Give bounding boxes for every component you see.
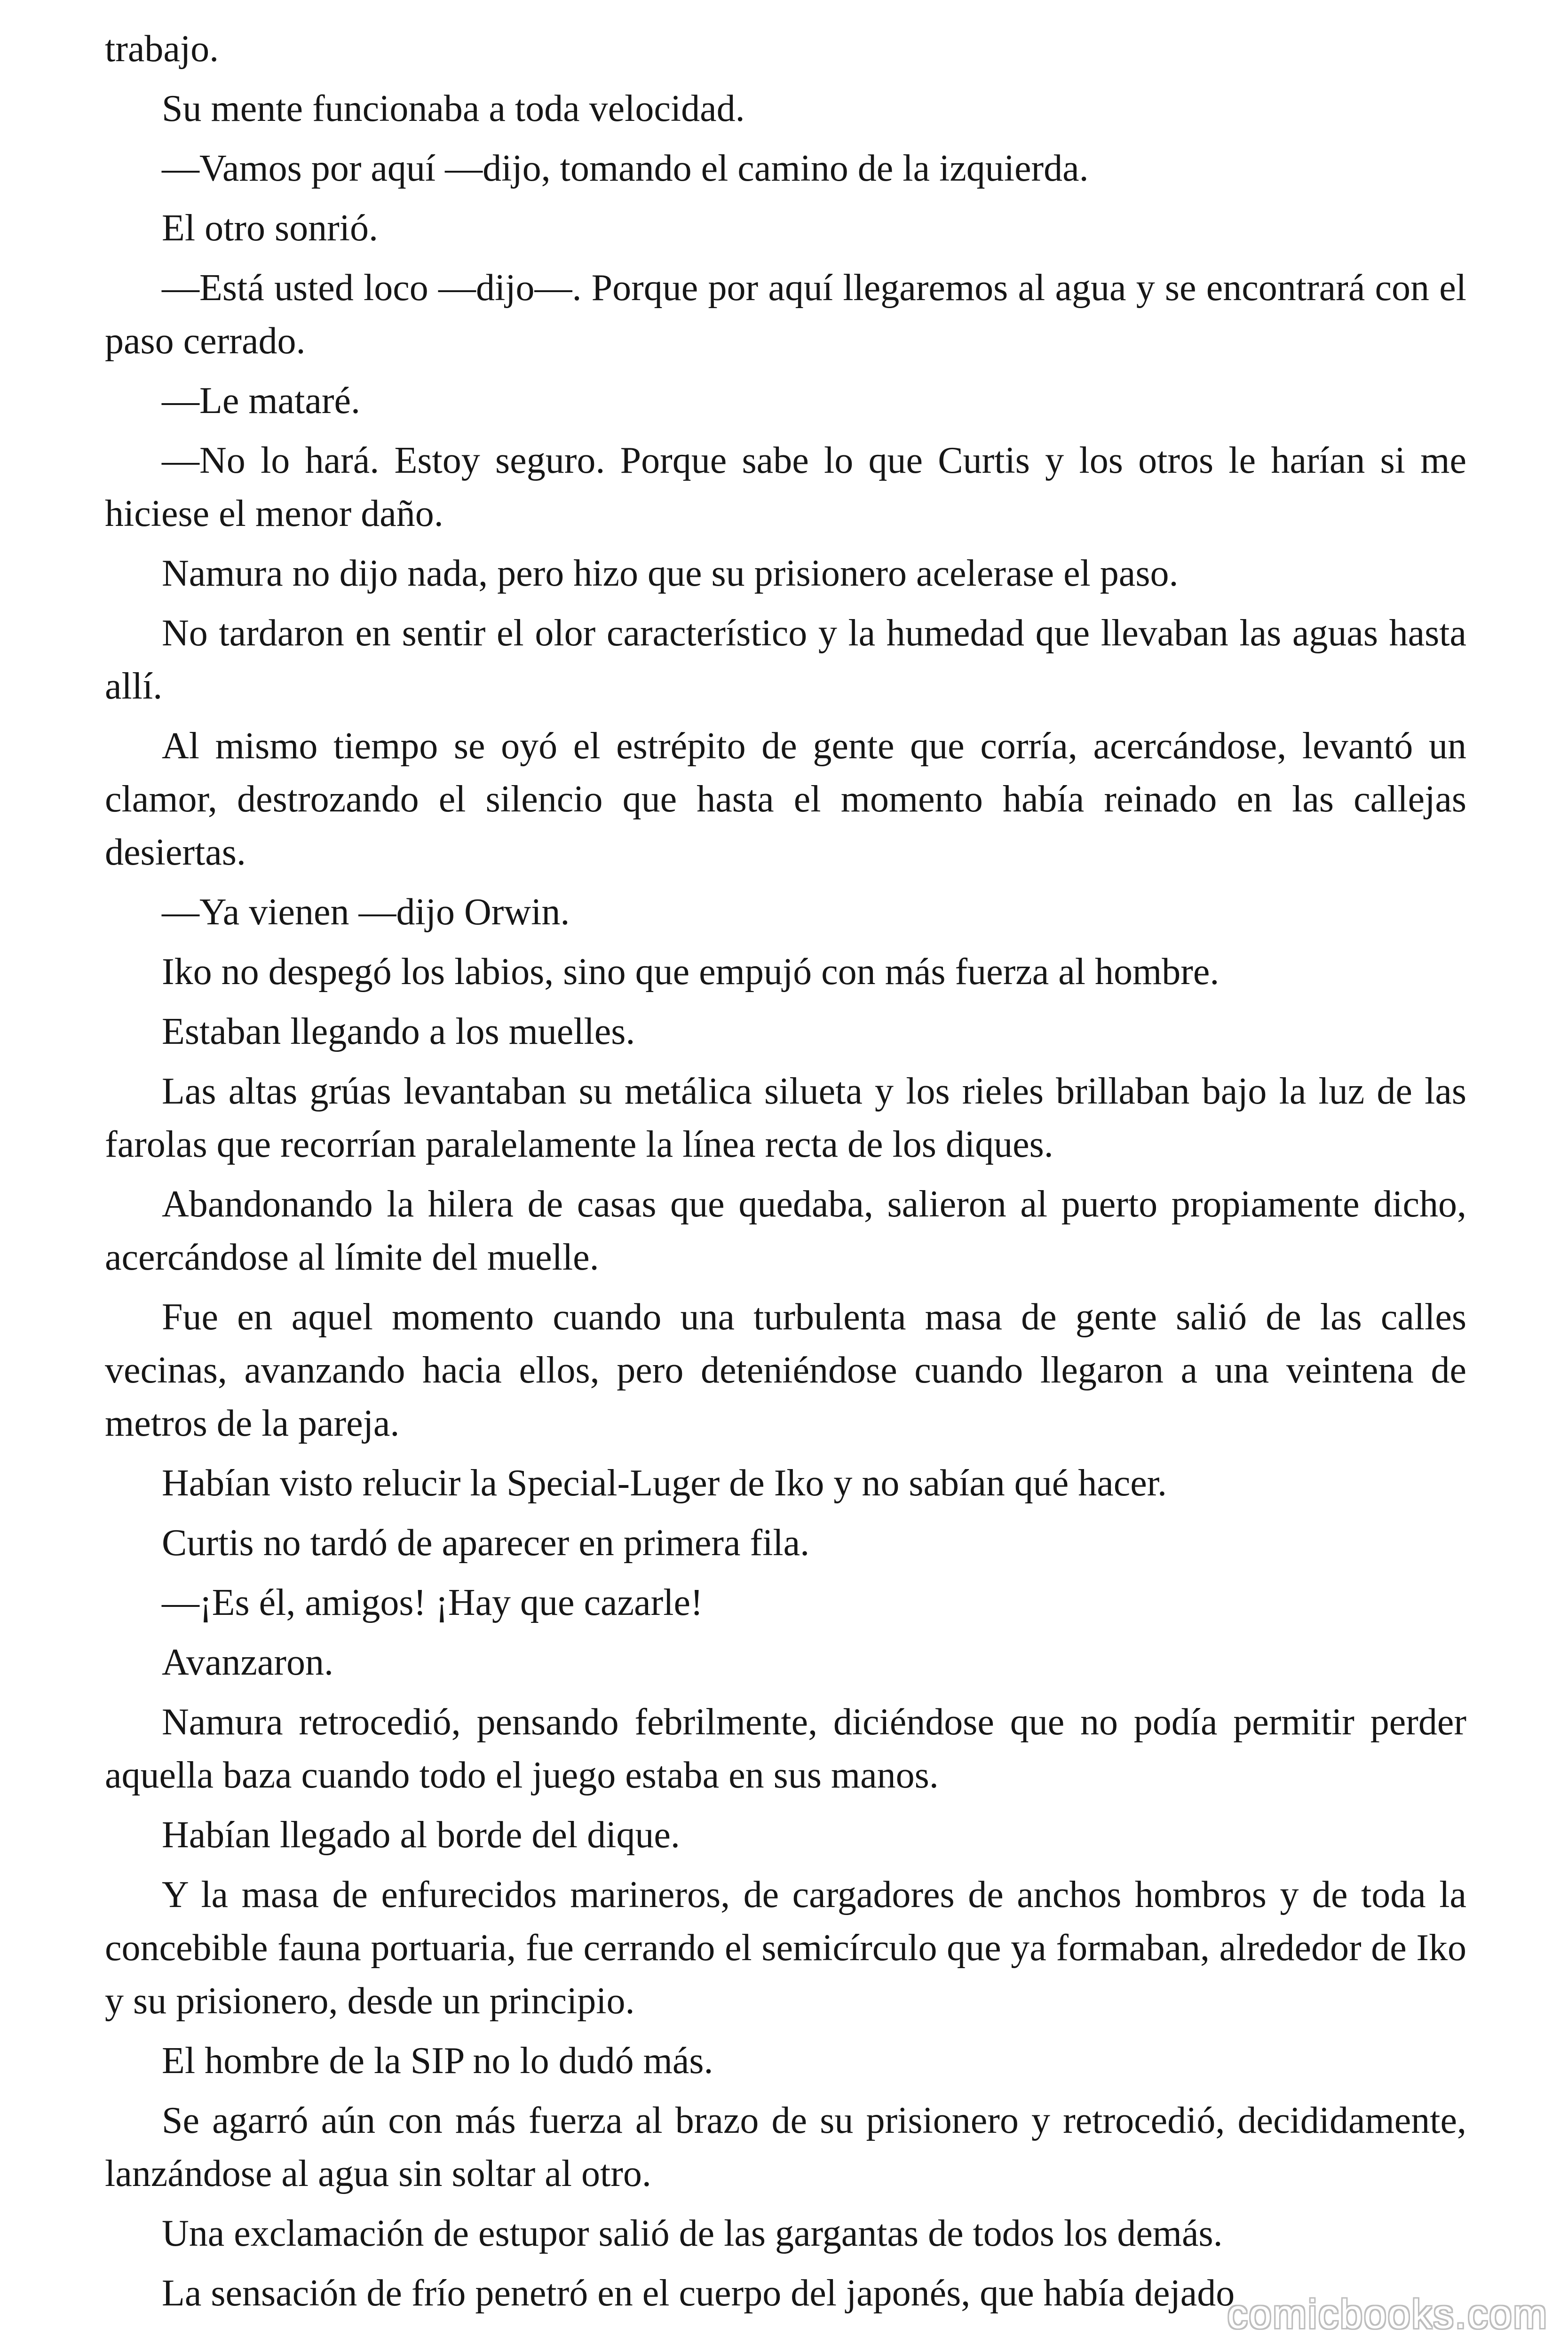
paragraph: —No lo hará. Estoy seguro. Porque sabe lo que Curtis y los otros le harían si me hiciese el menor daño. bbox=[105, 440, 1466, 534]
paragraph: El hombre de la SIP no lo dudó más. bbox=[162, 2040, 713, 2082]
paragraph: Habían llegado al borde del dique. bbox=[162, 1814, 680, 1856]
paragraph: Una exclamación de estupor salió de las gargantas de todos los demás. bbox=[162, 2213, 1223, 2254]
paragraph: Su mente funcionaba a toda velocidad. bbox=[162, 88, 745, 129]
paragraph: —Vamos por aquí —dijo, tomando el camino de la izquierda. bbox=[162, 148, 1089, 189]
paragraph: —Ya vienen —dijo Orwin. bbox=[162, 891, 570, 933]
paragraph: Iko no despegó los labios, sino que empujó con más fuerza al hombre. bbox=[162, 951, 1220, 993]
paragraph: trabajo. bbox=[105, 28, 219, 70]
watermark: comicbooks.com bbox=[1227, 2292, 1548, 2337]
paragraph: Fue en aquel momento cuando una turbulenta masa de gente salió de las calles vecinas, avanzando hacia ellos, pero deteniéndose cuando llegaron a una veintena de metros de la pareja. bbox=[105, 1296, 1466, 1444]
paragraph: El otro sonrió. bbox=[162, 207, 378, 249]
paragraph: Namura no dijo nada, pero hizo que su prisionero acelerase el paso. bbox=[162, 553, 1179, 594]
paragraph: Se agarró aún con más fuerza al brazo de su prisionero y retrocedió, decididamente, lanzándose al agua sin soltar al otro. bbox=[105, 2100, 1466, 2194]
paragraph: Y la masa de enfurecidos marineros, de cargadores de anchos hombros y de toda la concebible fauna portuaria, fue cerrando el semicírculo que ya formaban, alrededor de Iko y su prisionero, desde un principio. bbox=[105, 1874, 1466, 2022]
paragraph: Las altas grúas levantaban su metálica silueta y los rieles brillaban bajo la luz de las farolas que recorrían paralelamente la línea recta de los diques. bbox=[105, 1071, 1466, 1165]
paragraph: Habían visto relucir la Special-Luger de Iko y no sabían qué hacer. bbox=[162, 1462, 1167, 1504]
paragraph: —Le mataré. bbox=[162, 380, 360, 421]
paragraph: Avanzaron. bbox=[162, 1642, 333, 1683]
page-text bbox=[105, 23, 1466, 2327]
paragraph: Estaban llegando a los muelles. bbox=[162, 1011, 635, 1052]
paragraph: —¡Es él, amigos! ¡Hay que cazarle! bbox=[162, 1582, 703, 1623]
paragraph: Namura retrocedió, pensando febrilmente, diciéndose que no podía permitir perder aquella baza cuando todo el juego estaba en sus manos. bbox=[105, 1701, 1466, 1796]
paragraph: —Está usted loco —dijo—. Porque por aquí llegaremos al agua y se encontrará con el paso cerrado. bbox=[105, 267, 1466, 362]
paragraph: Curtis no tardó de aparecer en primera fila. bbox=[162, 1522, 810, 1564]
paragraph: La sensación de frío penetró en el cuerpo del japonés, que había dejado bbox=[162, 2273, 1235, 2314]
paragraph: Al mismo tiempo se oyó el estrépito de gente que corría, acercándose, levantó un clamor, destrozando el silencio que hasta el momento había reinado en las callejas desiertas. bbox=[105, 725, 1466, 873]
paragraph: No tardaron en sentir el olor característico y la humedad que llevaban las aguas hasta allí. bbox=[105, 612, 1466, 707]
paragraph: Abandonando la hilera de casas que quedaba, salieron al puerto propiamente dicho, acercándose al límite del muelle. bbox=[105, 1184, 1466, 1278]
